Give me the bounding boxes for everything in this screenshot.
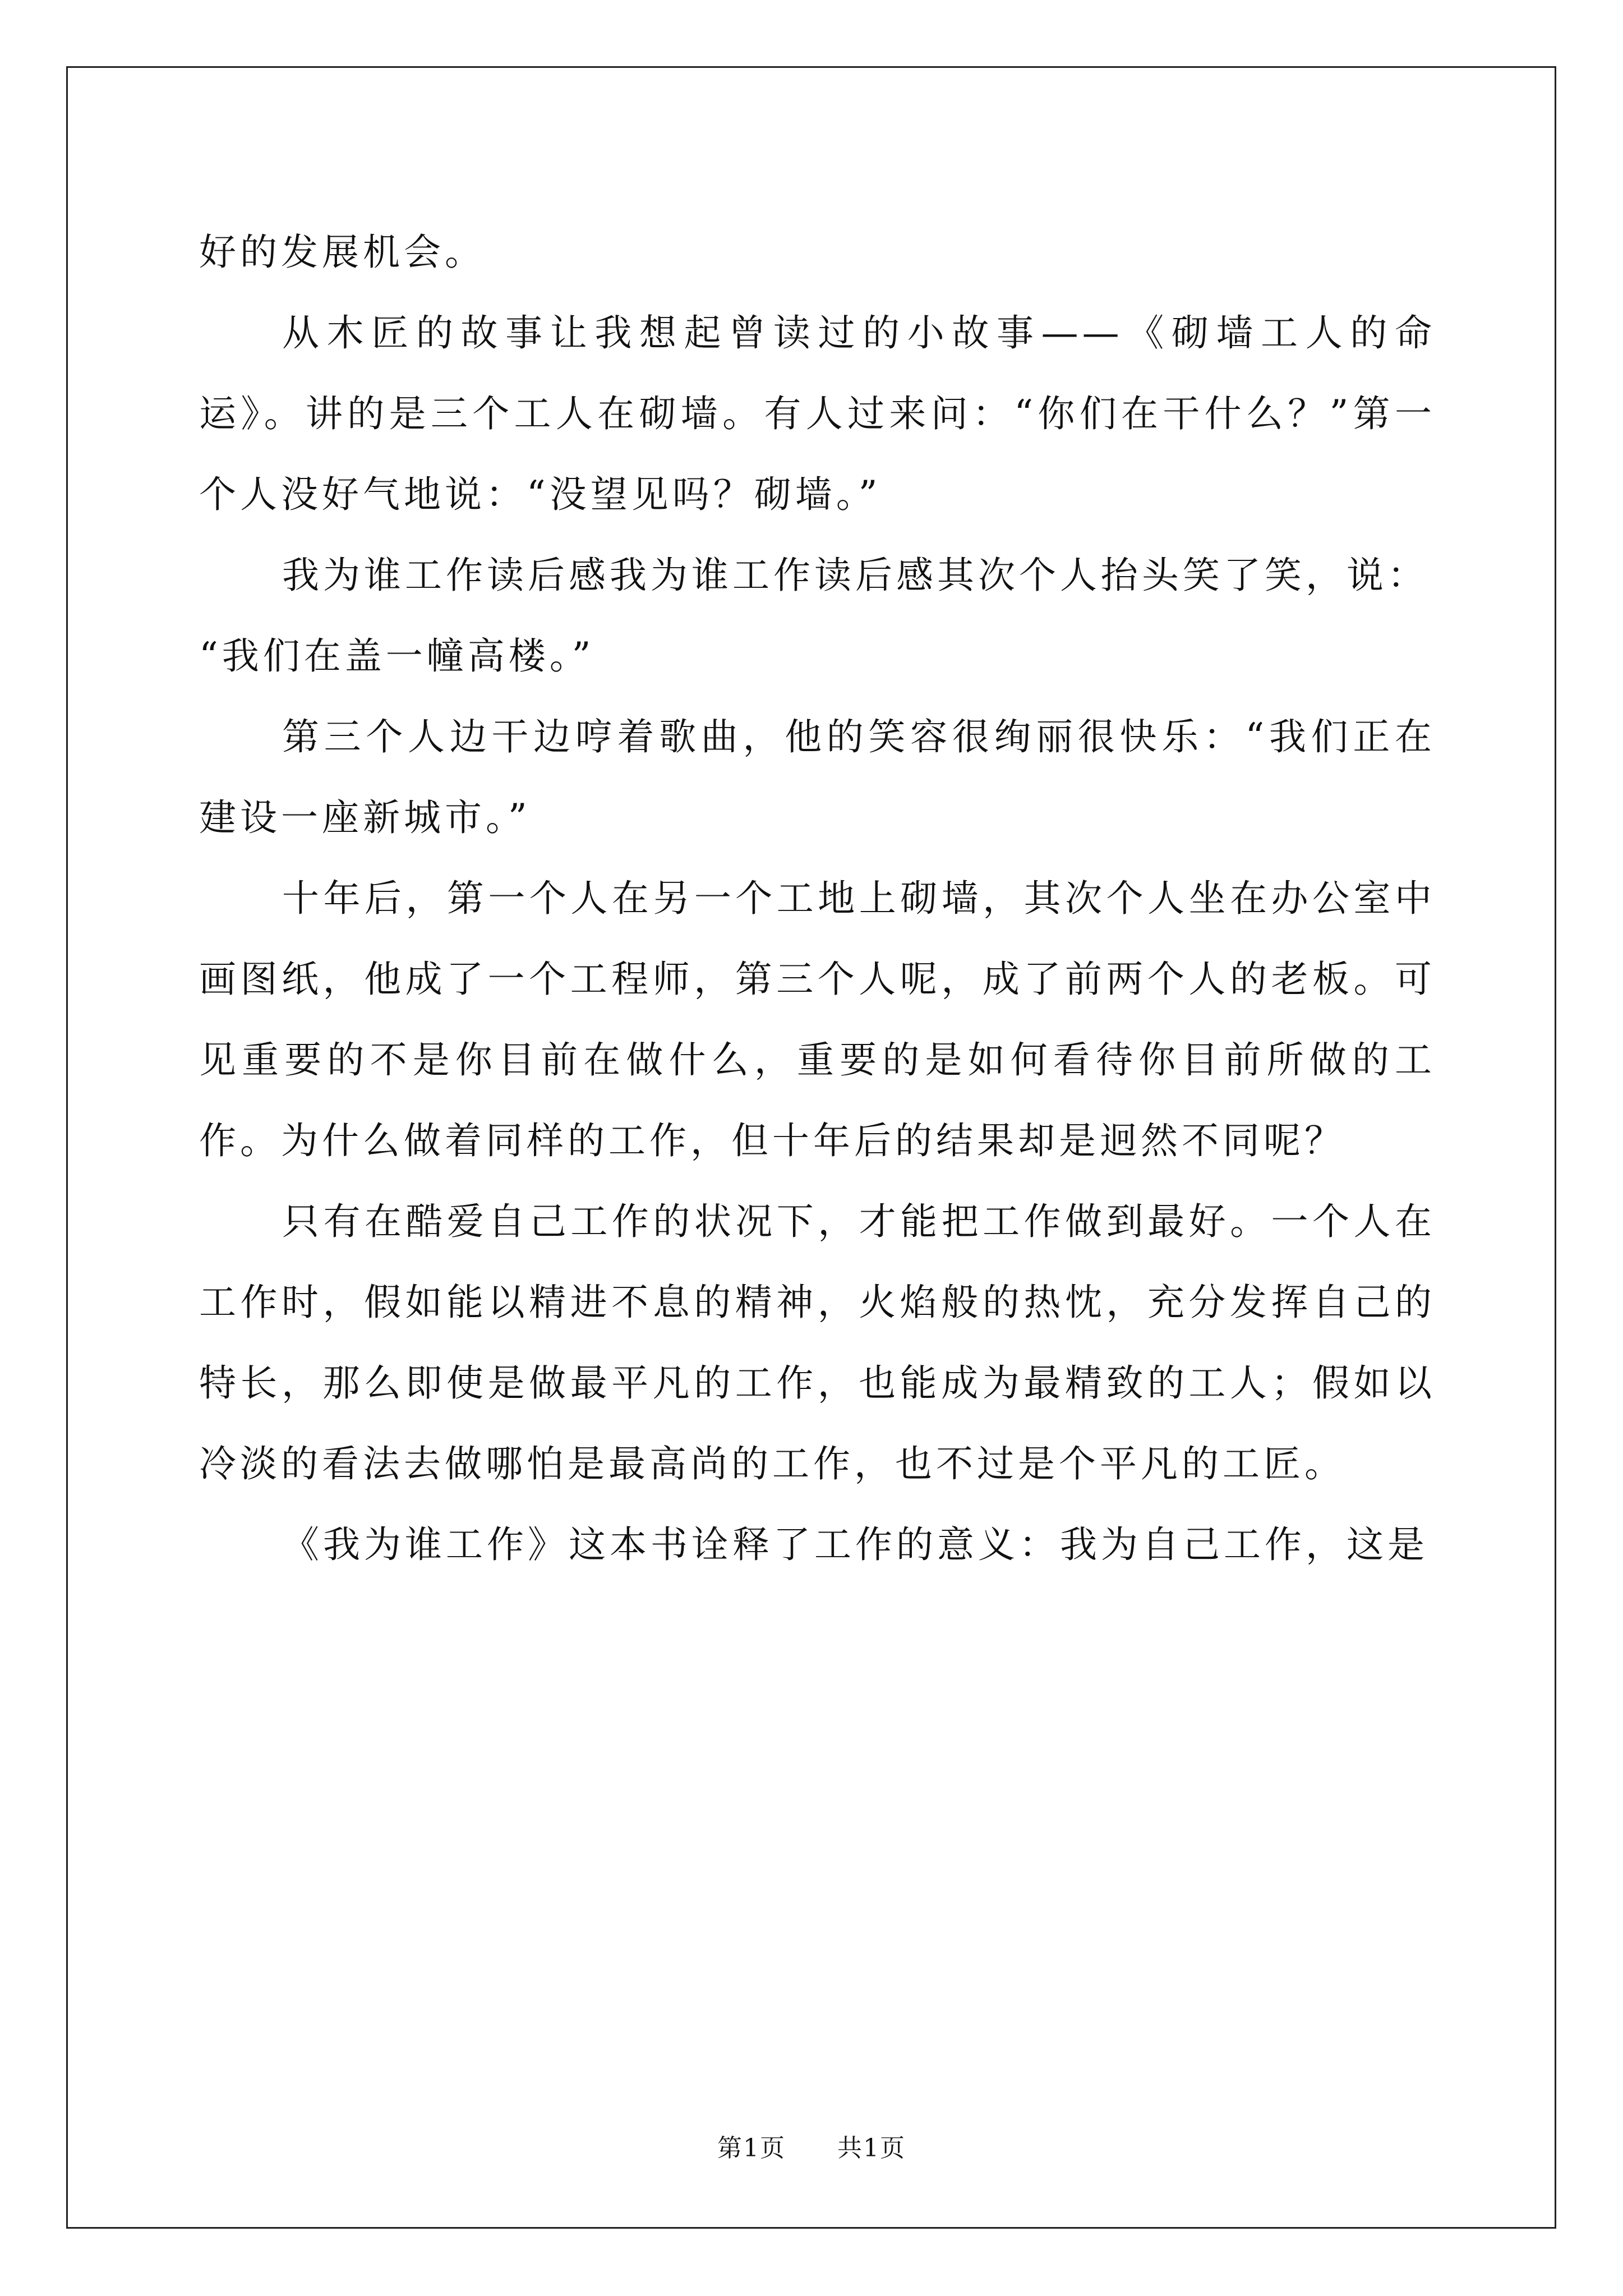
page-number: 第1页	[717, 2134, 786, 2162]
paragraph-4: “我们在盖一幢高楼。”	[199, 634, 595, 678]
page-footer	[0, 2132, 1623, 2165]
paragraph-1: 好的发展机会。	[199, 231, 486, 274]
paragraph-7: 只有在酷爱自己工作的状况下，才能把工作做到最好。一个人在工作时，假如能以精进不息的精神，火焰般的热忱，充分发挥自己的特长，那么即使是做最平凡的工作，也能成为最精致的工人；假如以冷淡的看法去做哪怕是最高尚的工作，也不过是个平凡的工匠。	[199, 1200, 1436, 1485]
page-total: 共1页	[837, 2134, 906, 2162]
paragraph-3: 我为谁工作读后感我为谁工作读后感其次个人抬头笑了笑，说：	[282, 554, 1428, 597]
paragraph-6: 十年后，第一个人在另一个工地上砌墙，其次个人坐在办公室中画图纸，他成了一个工程师，第三个人呢，成了前两个人的老板。可见重要的不是你目前在做什么，重要的是如何看待你目前所做的工作。为什么做着同样的工作，但十年后的结果却是迥然不同呢？	[199, 877, 1436, 1162]
paragraph-5: 第三个人边干边哼着歌曲，他的笑容很绚丽很快乐：“我们正在建设一座新城市。”	[199, 715, 1436, 839]
document-body	[199, 212, 1436, 1585]
paragraph-2: 从木匠的故事让我想起曾读过的小故事——《砌墙工人的命运》。讲的是三个工人在砌墙。有人过来问：“你们在干什么？”第一个人没好气地说：“没望见吗？砌墙。”	[199, 311, 1436, 516]
paragraph-8: 《我为谁工作》这本书诠释了工作的意义：我为自己工作，这是	[282, 1523, 1428, 1566]
